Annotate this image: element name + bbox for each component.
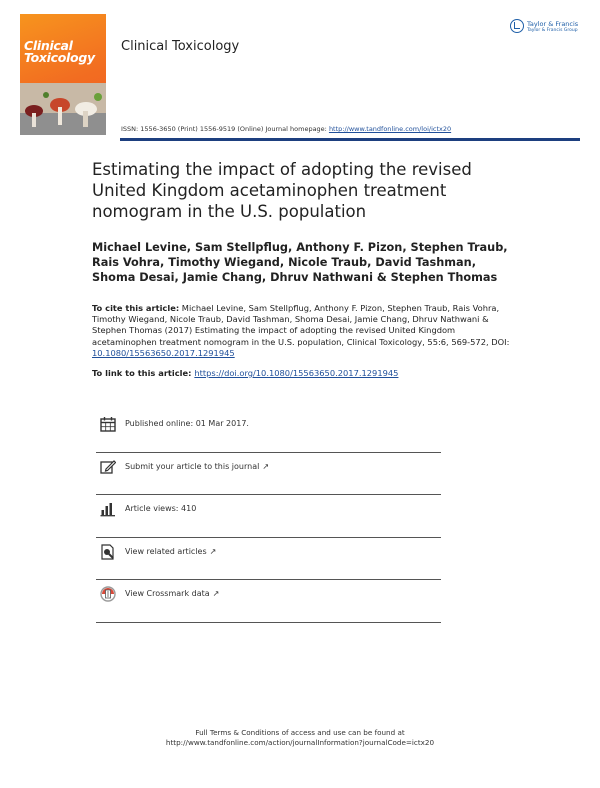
- crossmark-label: View Crossmark data: [125, 589, 210, 598]
- calendar-icon: [100, 416, 116, 432]
- publisher-logo-icon: [510, 19, 524, 33]
- article-authors: Michael Levine, Sam Stellpflug, Anthony F. Pizon, Stephen Traub, Rais Vohra, Timothy Wiegand, Nicole Traub, David Tashman, Shoma Desai, Jamie Chang, Dhruv Nathwani & Stephen Thomas: [92, 241, 508, 284]
- publisher-name: Taylor & Francis: [527, 20, 579, 28]
- related-articles-row[interactable]: [96, 538, 441, 581]
- submit-article-link[interactable]: [125, 462, 269, 471]
- edit-pencil-icon: [100, 459, 116, 475]
- article-views-text: Article views: 410: [125, 504, 197, 513]
- citation-doi-link[interactable]: 10.1080/15563650.2017.1291945: [92, 347, 235, 358]
- cover-title-line1: Clinical: [24, 38, 73, 53]
- published-online-row: [96, 410, 441, 453]
- journal-cover-image: [20, 14, 106, 135]
- citation-label: To cite this article:: [92, 303, 180, 313]
- citation-block: [92, 303, 522, 359]
- article-doi-url-link[interactable]: https://doi.org/10.1080/15563650.2017.1291945: [194, 368, 399, 378]
- submit-article-row[interactable]: [96, 453, 441, 496]
- search-document-icon: [100, 544, 116, 560]
- published-online-text: Published online: 01 Mar 2017.: [125, 419, 249, 428]
- cover-photo-strip: [20, 83, 106, 135]
- external-link-icon: ↗: [262, 461, 270, 471]
- article-title: Estimating the impact of adopting the revised United Kingdom acetaminophen treatment nomogram in the U.S. population: [92, 160, 472, 221]
- publisher-logo[interactable]: [510, 17, 582, 37]
- journal-homepage-link[interactable]: http://www.tandfonline.com/loi/ictx20: [328, 125, 452, 133]
- publisher-tagline: Taylor & Francis Group: [527, 28, 578, 33]
- journal-name[interactable]: Clinical Toxicology: [121, 39, 240, 54]
- cover-title: [24, 40, 95, 64]
- submit-article-label: Submit your article to this journal: [125, 461, 260, 471]
- external-link-icon: ↗: [209, 546, 217, 556]
- external-link-icon: ↗: [212, 589, 220, 598]
- citation-text: Michael Levine, Sam Stellpflug, Anthony F. Pizon, Stephen Traub, Rais Vohra, Timothy Wiegand, Nicole Traub, David Tashman, Shoma Desai, Jamie Chang, Dhruv Nathwani & Stephen Thomas (2017) Estimating the impact of adopting the revised United Kingdom acetaminophen treatment nomogram in the U.S. population, Clinical Toxicology, 55:6, 569-572, DOI:: [92, 303, 510, 347]
- footer-terms-link[interactable]: http://www.tandfonline.com/action/journalInformation?journalCode=ictx20: [165, 738, 435, 747]
- issn-text: ISSN: 1556-3650 (Print) 1556-9519 (Online) Journal homepage:: [121, 125, 329, 133]
- header-divider: [120, 138, 580, 141]
- article-views-row: [96, 495, 441, 538]
- related-articles-label: View related articles: [125, 546, 207, 556]
- issn-line: [121, 125, 451, 133]
- related-articles-link[interactable]: [125, 547, 216, 556]
- cover-title-line2: Toxicology: [24, 50, 95, 65]
- footer-terms: [0, 728, 600, 748]
- crossmark-link[interactable]: [125, 589, 219, 598]
- bar-chart-icon: [100, 501, 116, 517]
- crossmark-row[interactable]: [96, 580, 441, 623]
- crossmark-icon: [100, 586, 116, 602]
- article-info-list: [96, 410, 441, 623]
- article-link-line: [92, 368, 398, 378]
- article-link-label: To link to this article:: [92, 368, 195, 378]
- footer-terms-text: Full Terms & Conditions of access and use can be found at: [195, 728, 405, 737]
